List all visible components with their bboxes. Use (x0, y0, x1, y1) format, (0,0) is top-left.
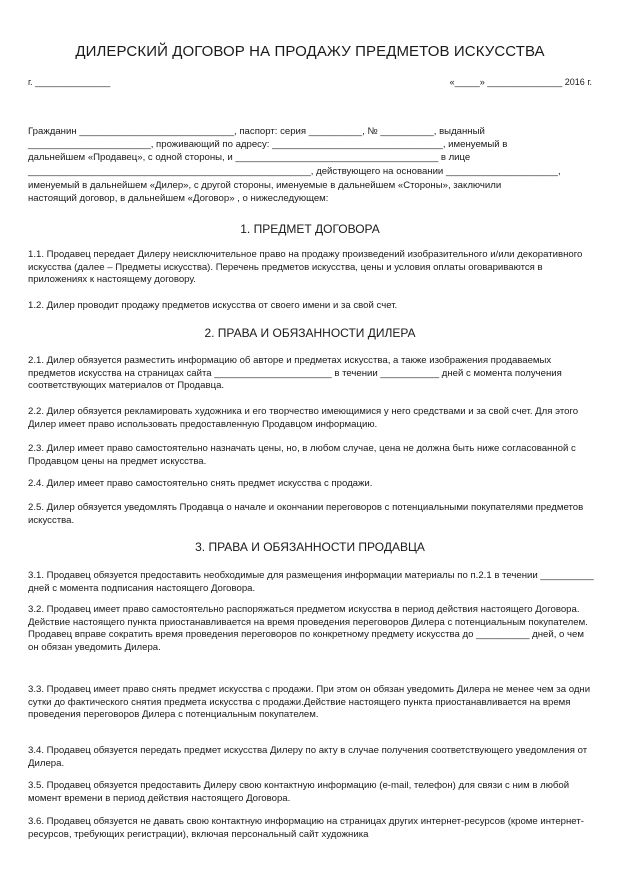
clause-paragraph: 2.5. Дилер обязуется уведомлять Продавца о начале и окончании переговоров с потенциальными покупателями предметов искусства. (28, 502, 584, 526)
preamble-line: именуемый в дальнейшем «Дилер», с другой стороны, именуемые в дальнейшем «Стороны», заключили (28, 180, 502, 191)
section-heading: 1. ПРЕДМЕТ ДОГОВОРА (240, 222, 380, 236)
preamble-line: _______________________, проживающий по адресу: ________________________________, именуемый в (28, 139, 508, 150)
clause-paragraph: 3.1. Продавец обязуется предоставить необходимые для размещения информации материалы по п.2.1 в течении __________ дней с момента подписания настоящего Договора. (28, 570, 594, 594)
section-heading: 2. ПРАВА И ОБЯЗАННОСТИ ДИЛЕРА (204, 326, 416, 340)
clause-paragraph: 3.2. Продавец имеет право самостоятельно распоряжаться предметом искусства в период действия настоящего Договора. Действие настоящего пункта приостанавливается на время проведения переговоров Дилера с потенциальным покупателем. Продавец вправе сократить время проведения переговоров по конкретному предмету искусства до __________ дней, о чем он обязан уведомить Дилера. (28, 604, 588, 653)
clause-paragraph: 2.1. Дилер обязуется разместить информацию об авторе и предметах искусства, а также изображения продаваемых предметов искусства на страницах сайта ______________________ в течении ___________ дней с момента получения соответствующих материалов от Продавца. (28, 355, 562, 392)
date-line: «_____» _______________ 2016 г. (449, 77, 592, 87)
clause-paragraph: 1.1. Продавец передает Дилеру неисключительное право на продажу произведений изобразительного и/или декоративного искусства (далее – Предметы искусства). Перечень предметов искусства, цены и условия оплаты оговариваются в приложениях к настоящему договору. (28, 249, 583, 286)
clause-paragraph: 3.5. Продавец обязуется предоставить Дилеру свою контактную информацию (e-mail, телефон) для связи с ним в любой момент времени в период действия настоящего Договора. (28, 780, 570, 804)
preamble-line: дальнейшем «Продавец», с одной стороны, и ______________________________________ в лице (28, 152, 471, 163)
place-line: г. _______________ (28, 77, 111, 87)
preamble-line: Гражданин _____________________________, паспорт: серия __________, № __________, выданный (28, 126, 485, 137)
section-heading: 3. ПРАВА И ОБЯЗАННОСТИ ПРОДАВЦА (195, 540, 425, 554)
preamble-line: _____________________________________________________, действующего на основании _____________________, (28, 166, 561, 177)
document-title: ДИЛЕРСКИЙ ДОГОВОР НА ПРОДАЖУ ПРЕДМЕТОВ ИСКУССТВА (75, 43, 545, 60)
clause-paragraph: 2.2. Дилер обязуется рекламировать художника и его творчество имеющимися у него средствами и за свой счет. Для этого Дилер имеет право использовать предоставленную Продавцом информацию. (28, 406, 579, 430)
clause-paragraph: 3.3. Продавец имеет право снять предмет искусства с продажи. При этом он обязан уведомить Дилера не менее чем за одни сутки до фактического снятия предмета искусства с продажи.Действие настоящего пункта приостанавливается на время проведения переговоров Дилера с потенциальным покупателем. (28, 684, 591, 721)
clause-paragraph: 3.4. Продавец обязуется передать предмет искусства Дилеру по акту в случае получения соответствующего уведомления от Дилера. (28, 745, 588, 769)
preamble-line: настоящий договор, в дальнейшем «Договор» , о нижеследующем: (28, 193, 329, 204)
clause-paragraph: 1.2. Дилер проводит продажу предметов искусства от своего имени и за свой счет. (28, 300, 398, 311)
clause-paragraph: 3.6. Продавец обязуется не давать свою контактную информацию на страницах других интернет-ресурсов (кроме интернет-ресурсов, требующих регистрации), включая персональный сайт художника (28, 816, 584, 840)
clause-paragraph: 2.3. Дилер имеет право самостоятельно назначать цены, но, в любом случае, цена не должна быть ниже согласованной с Продавцом цены на предмет искусства. (28, 443, 576, 467)
clause-paragraph: 2.4. Дилер имеет право самостоятельно снять предмет искусства с продажи. (28, 478, 373, 489)
